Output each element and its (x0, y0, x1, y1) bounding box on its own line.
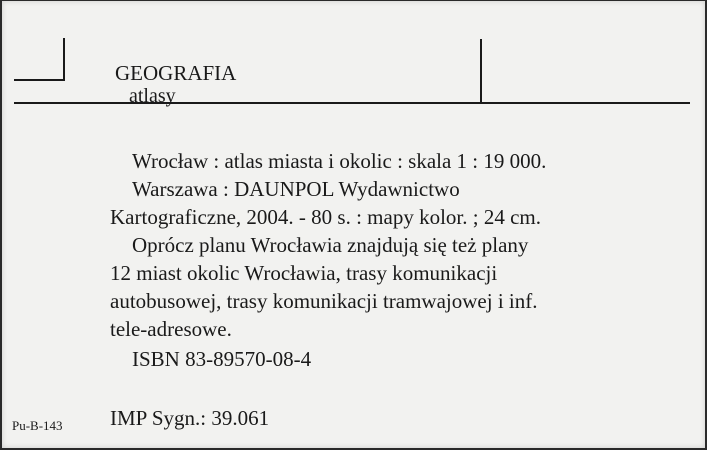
note-line-4: tele-adresowe. (110, 317, 232, 341)
header-rule (14, 102, 690, 104)
publisher-line: Warszawa : DAUNPOL Wydawnictwo (132, 177, 460, 201)
catalog-card (2, 1, 705, 448)
card-code: Pu-B-143 (12, 418, 63, 433)
subject-heading: GEOGRAFIA (115, 61, 237, 85)
subsubject-heading: atlasy (129, 85, 176, 107)
note-line-3: autobusowej, trasy komunikacji tramwajowej i inf. (110, 289, 538, 313)
header-divider-vertical (480, 39, 482, 102)
note-line-2: 12 miast okolic Wrocławia, trasy komunikacji (110, 261, 498, 285)
isbn-line: ISBN 83-89570-08-4 (132, 347, 312, 371)
corner-mark-horizontal (14, 79, 65, 81)
signature-line: IMP Sygn.: 39.061 (110, 406, 270, 430)
title-line: Wrocław : atlas miasta i okolic : skala 1 : 19 000. (132, 149, 547, 173)
corner-mark-vertical (63, 38, 65, 80)
publication-line: Kartograficzne, 2004. - 80 s. : mapy kolor. ; 24 cm. (110, 205, 541, 229)
note-line-1: Oprócz planu Wrocławia znajdują się też plany (132, 233, 529, 257)
